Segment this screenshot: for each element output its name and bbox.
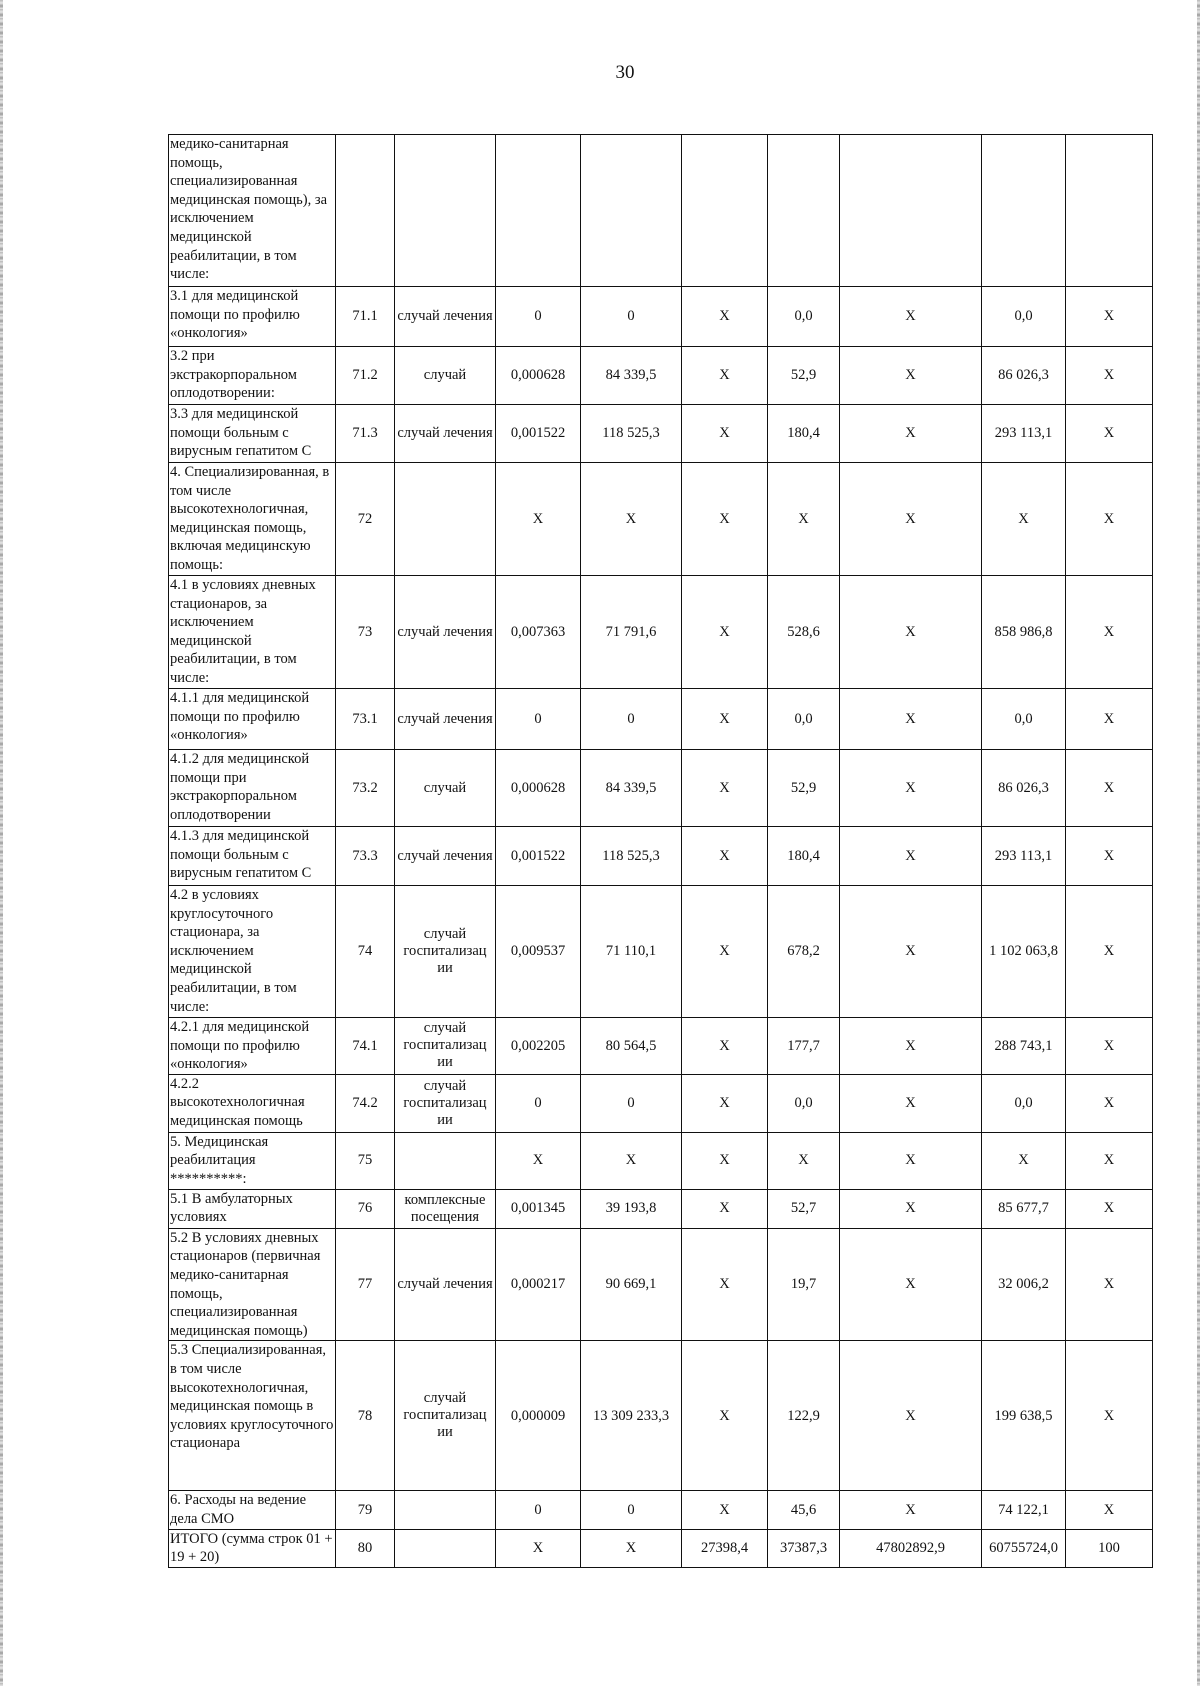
row-value-cell: 1 102 063,8 bbox=[982, 886, 1066, 1018]
row-unit-cell: случай bbox=[395, 347, 496, 405]
row-value-cell: 177,7 bbox=[768, 1018, 840, 1075]
row-value-cell: 32 006,2 bbox=[982, 1228, 1066, 1341]
row-code-cell: 75 bbox=[336, 1132, 395, 1189]
row-value-cell: X bbox=[840, 1341, 982, 1491]
row-value-cell: X bbox=[982, 1132, 1066, 1189]
row-name-cell: 4.1 в условиях дневных стационаров, за исключением медицинской реабилитации, в том числе: bbox=[169, 576, 336, 689]
row-code-cell: 76 bbox=[336, 1189, 395, 1228]
row-value-cell: X bbox=[682, 886, 768, 1018]
row-value-cell: X bbox=[840, 827, 982, 886]
row-value-cell: X bbox=[1066, 1228, 1153, 1341]
table-row bbox=[169, 287, 1153, 347]
row-value-cell: 528,6 bbox=[768, 576, 840, 689]
row-value-cell: 90 669,1 bbox=[581, 1228, 682, 1341]
row-value-cell: 0,009537 bbox=[496, 886, 581, 1018]
row-value-cell: X bbox=[682, 689, 768, 750]
table-row bbox=[169, 135, 1153, 287]
row-value-cell: 0,002205 bbox=[496, 1018, 581, 1075]
row-code-cell: 78 bbox=[336, 1341, 395, 1491]
table-row bbox=[169, 405, 1153, 463]
row-value-cell: X bbox=[581, 1132, 682, 1189]
row-value-cell: X bbox=[682, 347, 768, 405]
row-unit-cell bbox=[395, 135, 496, 287]
row-code-cell: 71.3 bbox=[336, 405, 395, 463]
row-unit-cell: случай лечения bbox=[395, 405, 496, 463]
row-unit-cell: случай лечения bbox=[395, 576, 496, 689]
row-value-cell: 180,4 bbox=[768, 405, 840, 463]
row-unit-cell bbox=[395, 1491, 496, 1529]
row-value-cell: X bbox=[840, 1491, 982, 1529]
row-value-cell: 71 110,1 bbox=[581, 886, 682, 1018]
table-row bbox=[169, 1228, 1153, 1341]
row-value-cell: 13 309 233,3 bbox=[581, 1341, 682, 1491]
row-value-cell: X bbox=[682, 750, 768, 827]
row-unit-cell bbox=[395, 1529, 496, 1567]
row-code-cell: 79 bbox=[336, 1491, 395, 1529]
row-code-cell: 73 bbox=[336, 576, 395, 689]
table-row bbox=[169, 1529, 1153, 1567]
row-value-cell: 678,2 bbox=[768, 886, 840, 1018]
row-name-cell: 4.1.3 для медицинской помощи больным с вирусным гепатитом С bbox=[169, 827, 336, 886]
row-unit-cell bbox=[395, 463, 496, 576]
row-name-cell: 5.1 В амбулаторных условиях bbox=[169, 1189, 336, 1228]
row-value-cell: 0,001522 bbox=[496, 827, 581, 886]
row-value-cell: X bbox=[682, 1132, 768, 1189]
row-value-cell: 118 525,3 bbox=[581, 827, 682, 886]
row-name-cell: 5.2 В условиях дневных стационаров (первичная медико-санитарная помощь, специализированная медицинская помощь) bbox=[169, 1228, 336, 1341]
row-value-cell: 293 113,1 bbox=[982, 405, 1066, 463]
row-name-cell: 4.2.1 для медицинской помощи по профилю «онкология» bbox=[169, 1018, 336, 1075]
row-name-cell: 6. Расходы на ведение дела СМО bbox=[169, 1491, 336, 1529]
row-value-cell: X bbox=[682, 1341, 768, 1491]
row-value-cell: 85 677,7 bbox=[982, 1189, 1066, 1228]
row-unit-cell: случай госпитализац ии bbox=[395, 1074, 496, 1132]
row-value-cell bbox=[682, 135, 768, 287]
table-row bbox=[169, 1132, 1153, 1189]
row-value-cell: 52,9 bbox=[768, 347, 840, 405]
row-name-cell: 4.1.2 для медицинской помощи при экстракорпоральном оплодотворении bbox=[169, 750, 336, 827]
row-value-cell: X bbox=[840, 1074, 982, 1132]
row-value-cell: X bbox=[768, 463, 840, 576]
row-value-cell: 0 bbox=[496, 287, 581, 347]
row-value-cell: X bbox=[682, 1491, 768, 1529]
row-value-cell: X bbox=[496, 463, 581, 576]
row-code-cell: 77 bbox=[336, 1228, 395, 1341]
row-value-cell: 37387,3 bbox=[768, 1529, 840, 1567]
row-unit-cell: случай госпитализац ии bbox=[395, 886, 496, 1018]
row-value-cell: 118 525,3 bbox=[581, 405, 682, 463]
row-value-cell: 0,000628 bbox=[496, 347, 581, 405]
row-value-cell: X bbox=[682, 827, 768, 886]
row-value-cell: 52,7 bbox=[768, 1189, 840, 1228]
row-value-cell: 0 bbox=[581, 1074, 682, 1132]
row-unit-cell: случай bbox=[395, 750, 496, 827]
row-value-cell bbox=[840, 135, 982, 287]
row-name-cell: 5. Медицинская реабилитация **********: bbox=[169, 1132, 336, 1189]
table-row bbox=[169, 1341, 1153, 1491]
row-value-cell: 0,0 bbox=[982, 1074, 1066, 1132]
row-value-cell: X bbox=[840, 347, 982, 405]
row-value-cell: 0,0 bbox=[768, 287, 840, 347]
row-value-cell: X bbox=[1066, 347, 1153, 405]
row-value-cell: X bbox=[1066, 1018, 1153, 1075]
row-value-cell: X bbox=[581, 463, 682, 576]
row-value-cell: X bbox=[840, 287, 982, 347]
row-code-cell: 74 bbox=[336, 886, 395, 1018]
row-value-cell: X bbox=[840, 405, 982, 463]
table-row bbox=[169, 827, 1153, 886]
row-value-cell: X bbox=[1066, 1074, 1153, 1132]
row-unit-cell bbox=[395, 1132, 496, 1189]
row-value-cell: 288 743,1 bbox=[982, 1018, 1066, 1075]
row-value-cell: 0 bbox=[496, 1074, 581, 1132]
row-value-cell: 180,4 bbox=[768, 827, 840, 886]
row-code-cell: 73.2 bbox=[336, 750, 395, 827]
row-value-cell: X bbox=[1066, 1189, 1153, 1228]
row-unit-cell: случай лечения bbox=[395, 1228, 496, 1341]
row-value-cell: 60755724,0 bbox=[982, 1529, 1066, 1567]
row-value-cell: X bbox=[840, 1189, 982, 1228]
row-unit-cell: комплексные посещения bbox=[395, 1189, 496, 1228]
row-value-cell: X bbox=[1066, 576, 1153, 689]
row-code-cell: 71.2 bbox=[336, 347, 395, 405]
row-unit-cell: случай лечения bbox=[395, 827, 496, 886]
row-value-cell: X bbox=[1066, 1491, 1153, 1529]
table-row bbox=[169, 1074, 1153, 1132]
row-value-cell: 0 bbox=[496, 1491, 581, 1529]
row-value-cell: 84 339,5 bbox=[581, 750, 682, 827]
row-value-cell bbox=[768, 135, 840, 287]
row-name-cell: 4.2.2 высокотехнологичная медицинская помощь bbox=[169, 1074, 336, 1132]
row-value-cell: X bbox=[840, 1228, 982, 1341]
row-value-cell: X bbox=[682, 287, 768, 347]
row-value-cell: 0,0 bbox=[982, 689, 1066, 750]
row-value-cell: 27398,4 bbox=[682, 1529, 768, 1567]
row-value-cell: 858 986,8 bbox=[982, 576, 1066, 689]
row-value-cell: 0,001522 bbox=[496, 405, 581, 463]
row-value-cell: 122,9 bbox=[768, 1341, 840, 1491]
row-value-cell: X bbox=[682, 405, 768, 463]
row-value-cell: X bbox=[840, 576, 982, 689]
row-name-cell: 3.2 при экстракорпоральном оплодотворении: bbox=[169, 347, 336, 405]
row-value-cell: X bbox=[1066, 689, 1153, 750]
row-value-cell: X bbox=[682, 1074, 768, 1132]
row-value-cell: X bbox=[682, 1189, 768, 1228]
row-value-cell: X bbox=[840, 1132, 982, 1189]
row-value-cell: 0 bbox=[496, 689, 581, 750]
row-value-cell: X bbox=[1066, 886, 1153, 1018]
table-row bbox=[169, 689, 1153, 750]
row-code-cell bbox=[336, 135, 395, 287]
table-row bbox=[169, 463, 1153, 576]
scan-edge-left bbox=[0, 0, 3, 1686]
row-value-cell: 39 193,8 bbox=[581, 1189, 682, 1228]
row-value-cell bbox=[1066, 135, 1153, 287]
row-code-cell: 72 bbox=[336, 463, 395, 576]
row-code-cell: 80 bbox=[336, 1529, 395, 1567]
table-row bbox=[169, 576, 1153, 689]
row-value-cell: X bbox=[682, 576, 768, 689]
row-value-cell: X bbox=[1066, 405, 1153, 463]
table-row bbox=[169, 1018, 1153, 1075]
row-unit-cell: случай лечения bbox=[395, 287, 496, 347]
row-value-cell: 293 113,1 bbox=[982, 827, 1066, 886]
row-value-cell bbox=[496, 135, 581, 287]
row-unit-cell: случай лечения bbox=[395, 689, 496, 750]
row-value-cell: 47802892,9 bbox=[840, 1529, 982, 1567]
row-unit-cell: случай госпитализац ии bbox=[395, 1018, 496, 1075]
row-value-cell: X bbox=[1066, 827, 1153, 886]
row-value-cell: X bbox=[496, 1132, 581, 1189]
row-value-cell: 0 bbox=[581, 1491, 682, 1529]
row-value-cell: X bbox=[840, 750, 982, 827]
row-name-cell: медико-санитарная помощь, специализированная медицинская помощь), за исключением медицинской реабилитации, в том числе: bbox=[169, 135, 336, 287]
table-row bbox=[169, 1189, 1153, 1228]
row-value-cell: 100 bbox=[1066, 1529, 1153, 1567]
row-value-cell: 0,007363 bbox=[496, 576, 581, 689]
row-value-cell: 45,6 bbox=[768, 1491, 840, 1529]
financing-table bbox=[168, 134, 1153, 1568]
row-value-cell: X bbox=[1066, 1132, 1153, 1189]
row-name-cell: ИТОГО (сумма строк 01 + 19 + 20) bbox=[169, 1529, 336, 1567]
row-name-cell: 4.1.1 для медицинской помощи по профилю «онкология» bbox=[169, 689, 336, 750]
row-value-cell: 0,001345 bbox=[496, 1189, 581, 1228]
row-code-cell: 74.1 bbox=[336, 1018, 395, 1075]
row-name-cell: 3.3 для медицинской помощи больным с вирусным гепатитом С bbox=[169, 405, 336, 463]
row-value-cell: X bbox=[840, 886, 982, 1018]
row-code-cell: 73.1 bbox=[336, 689, 395, 750]
row-value-cell: 0,000628 bbox=[496, 750, 581, 827]
row-code-cell: 71.1 bbox=[336, 287, 395, 347]
table-row bbox=[169, 347, 1153, 405]
row-value-cell: X bbox=[682, 463, 768, 576]
row-value-cell: X bbox=[768, 1132, 840, 1189]
row-value-cell: X bbox=[1066, 287, 1153, 347]
row-value-cell: X bbox=[496, 1529, 581, 1567]
table-row bbox=[169, 886, 1153, 1018]
row-value-cell: 71 791,6 bbox=[581, 576, 682, 689]
row-value-cell: X bbox=[581, 1529, 682, 1567]
row-value-cell: X bbox=[840, 463, 982, 576]
table-row bbox=[169, 750, 1153, 827]
row-value-cell: X bbox=[1066, 463, 1153, 576]
row-value-cell: 0 bbox=[581, 287, 682, 347]
row-value-cell: 0,0 bbox=[768, 1074, 840, 1132]
row-value-cell: 0 bbox=[581, 689, 682, 750]
row-value-cell: 86 026,3 bbox=[982, 347, 1066, 405]
row-value-cell: 0,0 bbox=[982, 287, 1066, 347]
row-value-cell: 0,000217 bbox=[496, 1228, 581, 1341]
row-name-cell: 4. Специализированная, в том числе высокотехнологичная, медицинская помощь, включая медицинскую помощь: bbox=[169, 463, 336, 576]
row-value-cell: 199 638,5 bbox=[982, 1341, 1066, 1491]
row-value-cell: 74 122,1 bbox=[982, 1491, 1066, 1529]
row-value-cell: X bbox=[1066, 750, 1153, 827]
row-value-cell bbox=[581, 135, 682, 287]
row-value-cell: X bbox=[840, 689, 982, 750]
row-value-cell: X bbox=[682, 1228, 768, 1341]
row-name-cell: 4.2 в условиях круглосуточного стационара, за исключением медицинской реабилитации, в том числе: bbox=[169, 886, 336, 1018]
table-row bbox=[169, 1491, 1153, 1529]
row-value-cell: 86 026,3 bbox=[982, 750, 1066, 827]
row-value-cell: 0,0 bbox=[768, 689, 840, 750]
row-value-cell: X bbox=[982, 463, 1066, 576]
row-value-cell: 0,000009 bbox=[496, 1341, 581, 1491]
row-value-cell bbox=[982, 135, 1066, 287]
row-name-cell: 5.3 Специализированная, в том числе высокотехнологичная, медицинская помощь в условиях круглосуточного стационара bbox=[169, 1341, 336, 1491]
row-value-cell: 80 564,5 bbox=[581, 1018, 682, 1075]
page-number: 30 bbox=[615, 62, 635, 83]
row-value-cell: 84 339,5 bbox=[581, 347, 682, 405]
row-value-cell: 52,9 bbox=[768, 750, 840, 827]
row-value-cell: X bbox=[682, 1018, 768, 1075]
row-value-cell: X bbox=[840, 1018, 982, 1075]
row-value-cell: 19,7 bbox=[768, 1228, 840, 1341]
row-unit-cell: случай госпитализац ии bbox=[395, 1341, 496, 1491]
row-code-cell: 74.2 bbox=[336, 1074, 395, 1132]
row-value-cell: X bbox=[1066, 1341, 1153, 1491]
row-name-cell: 3.1 для медицинской помощи по профилю «онкология» bbox=[169, 287, 336, 347]
row-code-cell: 73.3 bbox=[336, 827, 395, 886]
